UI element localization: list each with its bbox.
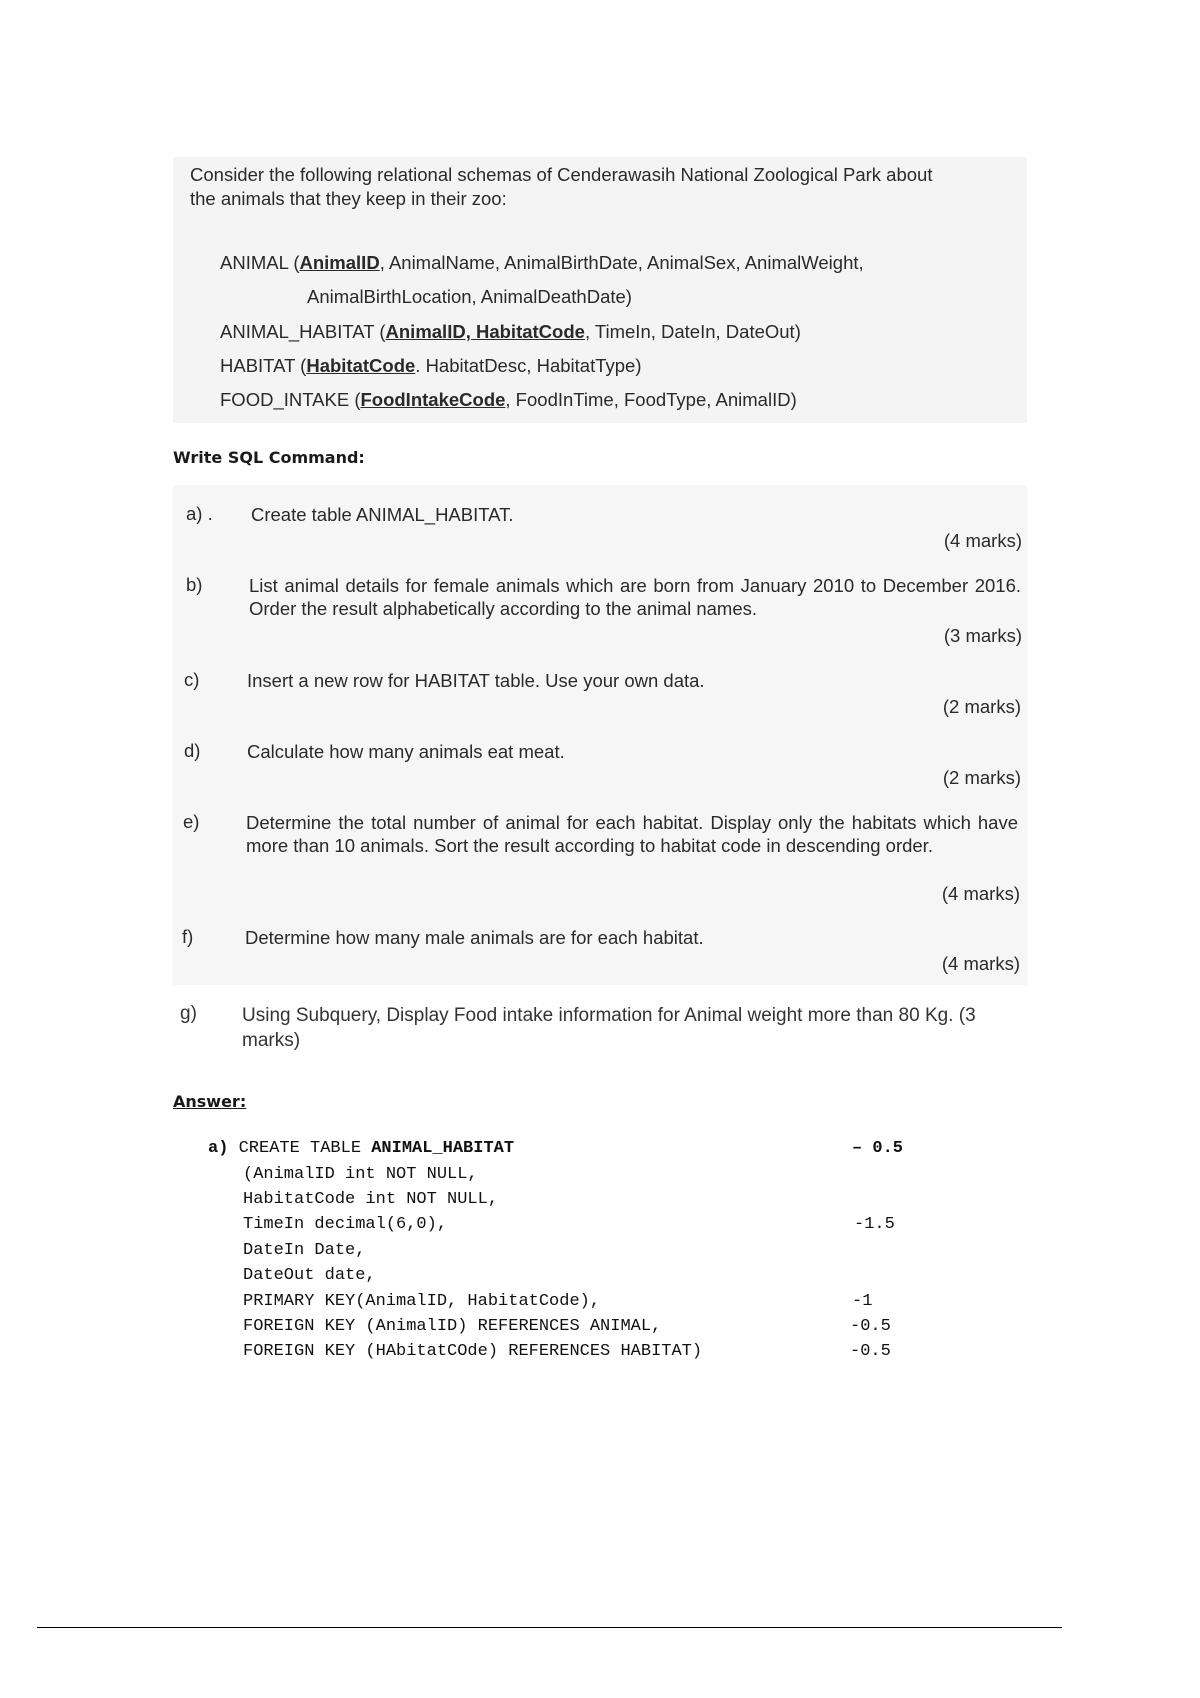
code-create: CREATE TABLE	[238, 1139, 372, 1158]
intro-text	[190, 163, 1010, 211]
question-letter: b)	[186, 574, 203, 595]
answer-create-line	[208, 1139, 514, 1158]
answer-label: a)	[208, 1139, 229, 1158]
question-e-marks: (4 marks)	[941, 883, 1020, 904]
code-line: TimeIn decimal(6,0),	[243, 1215, 448, 1234]
intro-line-1: Consider the following relational schemas of Cenderawasih National Zoological Park about	[190, 164, 933, 185]
schema-food-intake	[220, 389, 797, 411]
schema-key: HabitatCode	[306, 355, 416, 376]
schema-attrs: , AnimalName, AnimalBirthDate, AnimalSex, AnimalWeight,	[379, 252, 864, 273]
answer-heading: Answer:	[173, 1092, 247, 1111]
schema-attrs: . HabitatDesc, HabitatType)	[415, 355, 642, 376]
question-text: Determine the total number of animal for each habitat. Display only the habitats which have more than 10 animals. Sort the result according to habitat code in descending order.	[246, 812, 1018, 856]
question-letter: g)	[180, 1003, 197, 1024]
schema-name: ANIMAL_HABITAT (	[220, 321, 386, 342]
code-table-name: ANIMAL_HABITAT	[371, 1139, 515, 1158]
code-line: DateOut date,	[243, 1266, 376, 1285]
question-letter: e)	[183, 811, 200, 832]
schema-key: AnimalID, HabitatCode	[385, 321, 585, 342]
question-text: Calculate how many animals eat meat.	[247, 741, 565, 762]
schema-attrs: , TimeIn, DateIn, DateOut)	[584, 321, 801, 342]
question-letter: d)	[184, 740, 201, 761]
score-fk2: -0.5	[850, 1342, 891, 1361]
schema-animal-habitat	[220, 321, 801, 343]
schema-key: FoodIntakeCode	[360, 389, 506, 410]
question-text: Using Subquery, Display Food intake information for Animal weight more than 80 Kg. (3 marks)	[242, 1005, 976, 1051]
schema-animal-cont	[307, 286, 632, 308]
schema-animal	[220, 252, 864, 274]
question-f-marks: (4 marks)	[941, 953, 1020, 974]
question-text: Create table ANIMAL_HABITAT.	[251, 504, 514, 525]
write-sql-heading: Write SQL Command:	[173, 448, 365, 467]
schema-habitat	[220, 355, 642, 377]
code-line: FOREIGN KEY (HAbitatCOde) REFERENCES HABITAT)	[243, 1342, 703, 1361]
score-pk: -1	[852, 1292, 873, 1311]
question-c-marks: (2 marks)	[942, 696, 1021, 717]
schema-key: AnimalID	[299, 252, 380, 273]
schema-name: FOOD_INTAKE (	[220, 389, 361, 410]
code-line: PRIMARY KEY(AnimalID, HabitatCode),	[243, 1292, 601, 1311]
code-line: HabitatCode int NOT NULL,	[243, 1190, 499, 1209]
question-d-marks: (2 marks)	[942, 767, 1021, 788]
score-fk1: -0.5	[850, 1317, 891, 1336]
question-text: Insert a new row for HABITAT table. Use your own data.	[247, 670, 705, 691]
question-a-marks: (4 marks)	[943, 530, 1022, 551]
code-line: FOREIGN KEY (AnimalID) REFERENCES ANIMAL,	[243, 1317, 662, 1336]
schema-attrs: AnimalBirthLocation, AnimalDeathDate)	[307, 286, 632, 307]
questions-scan-box	[173, 485, 1027, 985]
schema-name: ANIMAL (	[220, 252, 300, 273]
score-timein: -1.5	[854, 1215, 895, 1234]
footer-rule	[37, 1627, 1062, 1628]
schema-name: HABITAT (	[220, 355, 307, 376]
schema-attrs: , FoodInTime, FoodType, AnimalID)	[505, 389, 797, 410]
question-letter: f)	[182, 926, 194, 947]
question-letter: c)	[184, 669, 200, 690]
score-create: – 0.5	[852, 1139, 904, 1158]
intro-line-2: the animals that they keep in their zoo:	[190, 188, 507, 209]
question-text: List animal details for female animals which are born from January 2010 to December 2016. Order the result alphabetically according to the animal names.	[249, 575, 1021, 619]
question-text: Determine how many male animals are for each habitat.	[245, 927, 704, 948]
question-b-marks: (3 marks)	[943, 625, 1022, 646]
code-line: (AnimalID int NOT NULL,	[243, 1165, 478, 1184]
code-line: DateIn Date,	[243, 1241, 366, 1260]
question-letter: a) .	[186, 503, 213, 524]
